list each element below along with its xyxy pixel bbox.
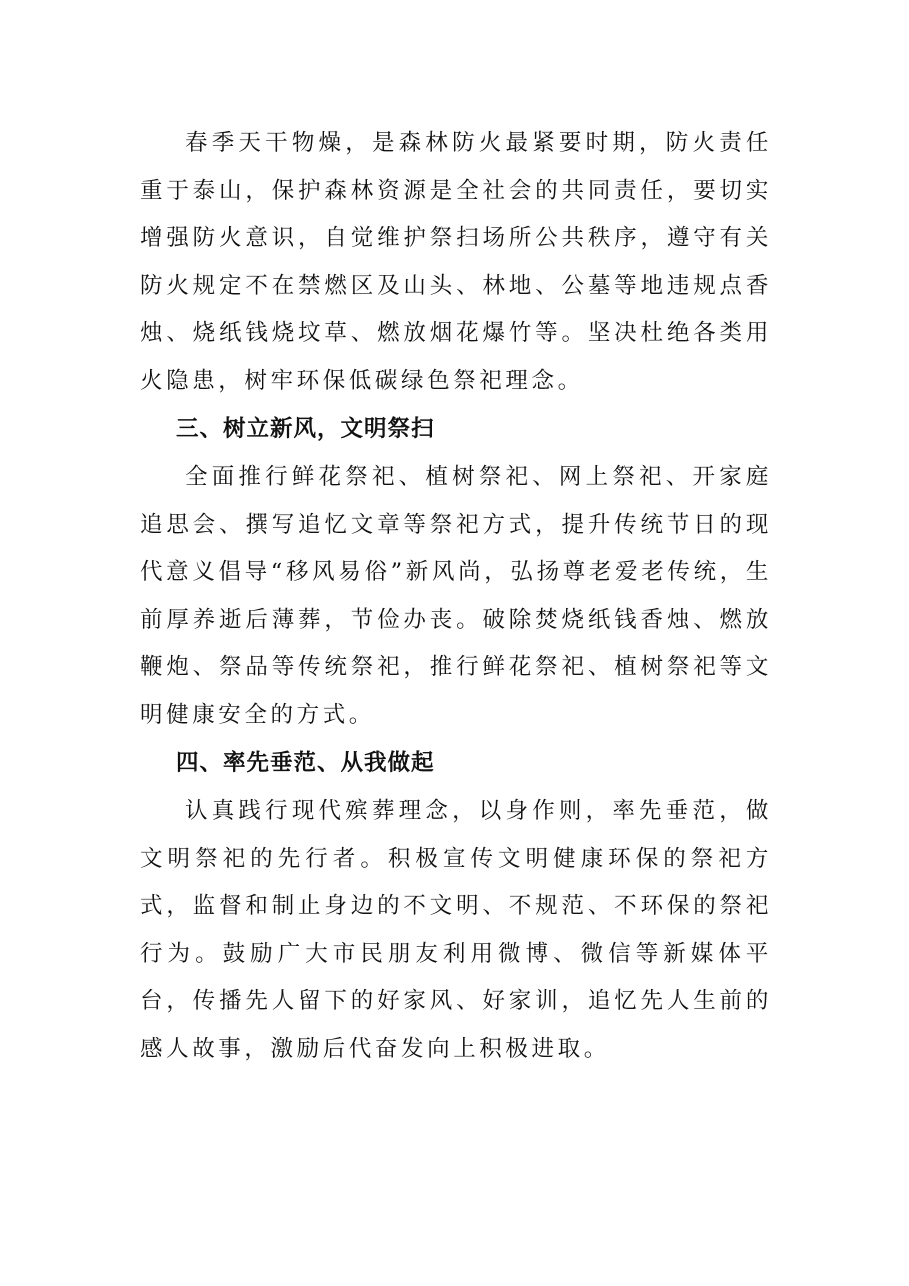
paragraph-new-customs: 全面推行鲜花祭祀、植树祭祀、网上祭祀、开家庭追思会、撰写追忆文章等祭祀方式，提升传统节日的现代意义倡导“移风易俗”新风尚，弘扬尊老爱老传统，生前厚养逝后薄葬，节俭办丧。破除焚烧纸钱香烛、燃放鞭炮、祭品等传统祭祀，推行鲜花祭祀、植树祭祀等文明健康安全的方式。 [140,464,772,728]
section-heading-3: 三、树立新风，文明祭扫 [176,416,435,442]
document-body [140,120,772,1073]
paragraph-lead-by-example: 认真践行现代殡葬理念，以身作则，率先垂范，做文明祭祀的先行者。积极宣传文明健康环保的祭祀方式，监督和制止身边的不文明、不规范、不环保的祭祀行为。鼓励广大市民朋友利用微博、微信等新媒体平台，传播先人留下的好家风、好家训，追忆先人生前的感人故事，激励后代奋发向上积极进取。 [140,798,772,1062]
paragraph-forest-fire-prevention: 春季天干物燥，是森林防火最紧要时期，防火责任重于泰山，保护森林资源是全社会的共同责任，要切实增强防火意识，自觉维护祭扫场所公共秩序，遵守有关防火规定不在禁燃区及山头、林地、公墓等地违规点香烛、烧纸钱烧坟草、燃放烟花爆竹等。坚决杜绝各类用火隐患，树牢环保低碳绿色祭祀理念。 [140,130,772,394]
section-heading-4: 四、率先垂范、从我做起 [176,750,435,776]
